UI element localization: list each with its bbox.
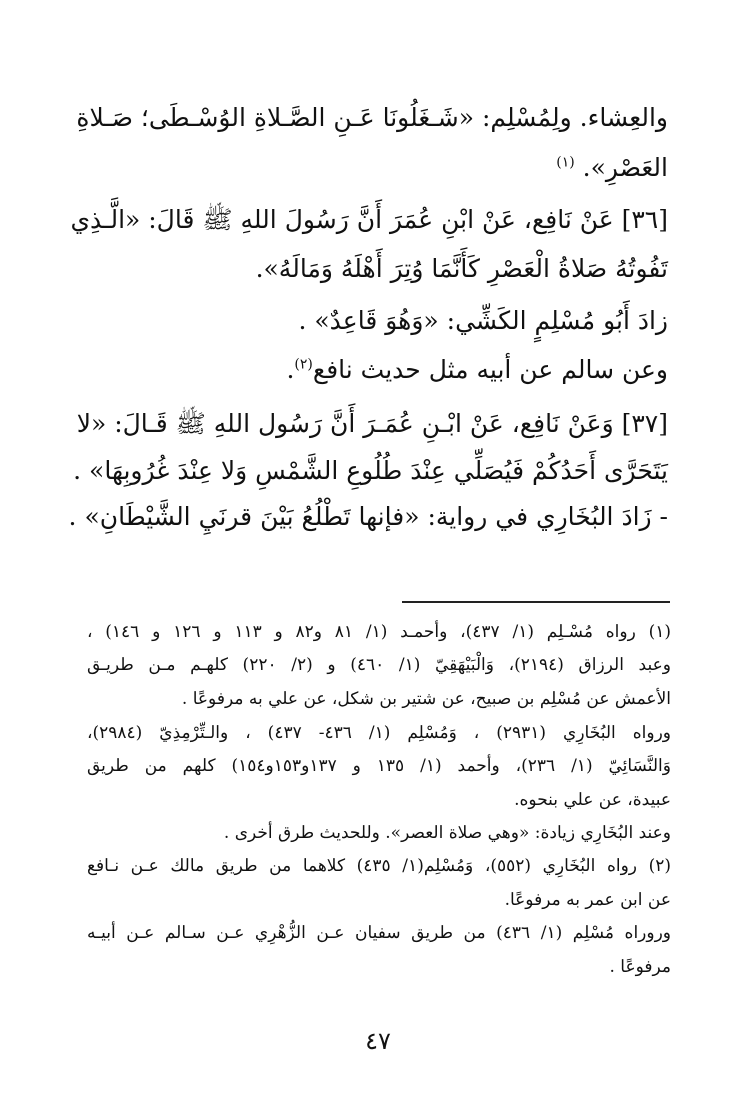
text-line-1: والعِشاء. ولِمُسْلِم: «شَـغَلُونَا عَـنِ الصَّـلاةِ الوُسْـطَى؛ صَـلاةِ [76, 103, 668, 132]
footnote-line: ورواه البُخَارِي (٢٩٣١) ، وَمُسْلِم (١/ ٤٣٦- ٤٣٧) ، والـتِّرْمِذِيّ (٢٩٨٤)، [87, 723, 671, 743]
hadith-36-line-1: [٣٦] عَنْ نَافِع، عَنْ ابْنِ عُمَرَ أَنَّ رَسُولَ اللهِ ﷺ قَالَ: «الَّـذِي [70, 205, 668, 234]
footnote-line: وروراه مُسْلِم (١/ ٤٣٦) من طريق سفيان عـن الزُّهْرِي عـن سـالم عـن أبيـه [87, 923, 671, 943]
footnote-line: وعند البُخَارِي زيادة: «وهي صلاة العصر». وللحديث طرق أخرى . [223, 823, 671, 843]
addition-kashshi: زادَ أَبُو مُسْلِمٍ الكَشِّي: «وَهُوَ قَاعِدٌ» . [298, 306, 668, 335]
footnote-line: وَالنَّسَائِيّ (١/ ٢٣٦)، وأحمد (١/ ١٣٥ و ١٣٧و١٥٣و١٥٤) كلهم من طريق [87, 756, 671, 776]
salim-narration: وعن سالم عن أبيه مثل حديث نافع$^{(٢)}$. [286, 355, 668, 384]
footnote-line: مرفوعًا . [609, 957, 671, 977]
footnote-line: (٢) رواه البُخَارِي (٥٥٢)، وَمُسْلِم(١/ ٤٣٥) كلاهما من طريق مالك عـن نـافع [87, 856, 672, 876]
footnote-line: وعبد الرزاق (٢١٩٤)، وَالْبَيْهَقِيّ (١/ ٤٦٠) و (٢/ ٢٢٠) كلهـم مـن طريـق [87, 655, 671, 675]
footnote-ref-2[interactable]: (٢) [294, 356, 313, 373]
footnote-line: عبيدة، عن علي بنحوه. [514, 790, 671, 810]
hadith-37-line-2: يَتَحَرَّى أَحَدُكُمْ فَيُصَلِّي عِنْدَ طُلُوعِ الشَّمْسِ وَلا عِنْدَ غُرُوبِهَا» . [73, 456, 668, 485]
footnote-line: (١) رواه مُسْـلِم (١/ ٤٣٧)، وأحمـد (١/ ٨١ و٨٢ و ١١٣ و ١٢٦ و ١٤٦) ، [87, 622, 671, 642]
hadith-36-line-2: تَفُوتُهُ صَلاةُ الْعَصْرِ كَأَنَّمَا وُتِرَ أَهْلَهُ وَمَالَهُ». [255, 254, 668, 283]
footnote-ref-1[interactable]: (١) [556, 154, 575, 171]
footnote-line: عن ابن عمر به مرفوعًا. [504, 890, 671, 910]
addition-bukhari: - زَادَ البُخَارِي في رواية: «فإنها تَطْلُعُ بَيْنَ قرنَيِ الشَّيْطَانِ» . [68, 502, 668, 531]
footnote-line: الأعمش عن مُسْلِم بن صبيح، عن شتير بن شكل، عن علي به مرفوعًا . [181, 689, 671, 709]
page-number: ٤٧ [365, 1027, 391, 1055]
footnote-separator [402, 601, 670, 603]
hadith-37-line-1: [٣٧] وَعَنْ نَافِع، عَنْ ابْـنِ عُمَـرَ أَنَّ رَسُول اللهِ ﷺ قَـالَ: «لا [76, 409, 668, 438]
text-line-2: العَصْرِ». $^{(١)}$ [556, 153, 668, 182]
